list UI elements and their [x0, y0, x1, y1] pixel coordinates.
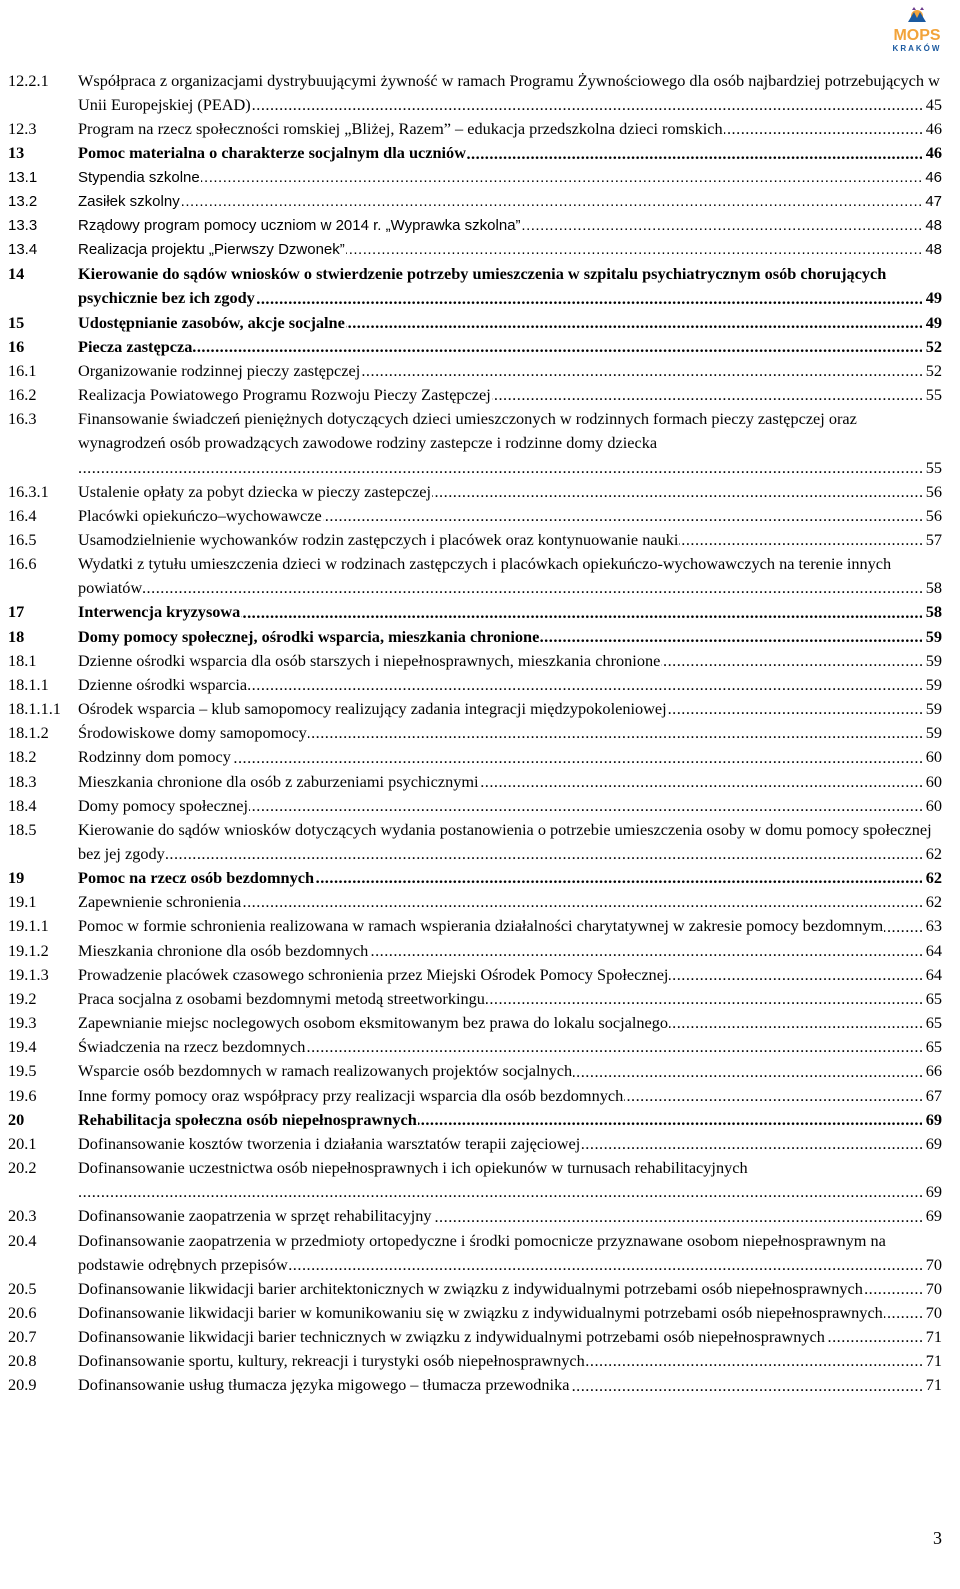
toc-entry-title: Dzienne ośrodki wsparcia dla osób starszych i niepełnosprawnych, mieszkania chronione: [78, 650, 661, 670]
toc-entry-title: Zasiłek szkolny: [78, 192, 180, 210]
toc-entry-page: 56: [922, 504, 942, 528]
toc-entry-number: 16.6: [8, 554, 37, 574]
toc-entry-number: 19.1.2: [8, 940, 49, 960]
toc-entry-number: 18.2: [8, 747, 37, 767]
dot-leader: [78, 190, 942, 214]
toc-entry-number: 18.1.1.1: [8, 699, 61, 719]
toc-entry-title: Program na rzecz społeczności romskiej „Bliżej, Razem” – edukacja przedszkolna dzieci romskich: [78, 119, 723, 139]
toc-entry-number: 18.3: [8, 771, 37, 791]
toc-entry-title: Mieszkania chronione dla osób z zaburzeniami psychicznymi: [78, 771, 479, 791]
toc-entry-number: 20.5: [8, 1278, 37, 1298]
toc-entry-title: Wsparcie osób bezdomnych w ramach realizowanych projektów socjalnych: [78, 1061, 573, 1081]
toc-entry-number: 18.1.1: [8, 674, 49, 694]
toc-entry-page: 46: [921, 166, 942, 190]
toc-entry-page: 64: [922, 939, 942, 963]
toc-entry-body: [78, 1349, 942, 1373]
toc-entry-body: [78, 770, 942, 794]
toc-entry-page: 69: [922, 1204, 942, 1228]
toc-entry-number: 19.5: [8, 1061, 37, 1081]
toc-entry-number: 19.1.1: [8, 916, 49, 936]
toc-entry[interactable]: [8, 1011, 942, 1035]
toc-entry-page: 66: [922, 1059, 942, 1083]
toc-entry[interactable]: [8, 1349, 942, 1373]
toc-entry-page: 71: [922, 1373, 942, 1397]
toc-entry-body: [78, 1277, 942, 1301]
toc-entry[interactable]: [8, 166, 942, 190]
toc-entry-body: [78, 939, 942, 963]
toc-entry[interactable]: [8, 1059, 942, 1083]
toc-entry[interactable]: [8, 866, 942, 890]
toc-entry-title: Rehabilitacja społeczna osób niepełnosprawnych: [78, 1109, 417, 1129]
toc-entry-title: Realizacja projektu „Pierwszy Dzwonek”: [78, 241, 345, 259]
toc-entry-page: 63: [922, 914, 942, 938]
toc-entry-title: Dofinansowanie zaopatrzenia w sprzęt rehabilitacyjny: [78, 1206, 432, 1226]
toc-entry-number: 20.6: [8, 1302, 37, 1322]
toc-entry-page: 52: [922, 359, 942, 383]
toc-entry-body: [78, 745, 942, 769]
toc-entry[interactable]: [8, 1132, 942, 1156]
mops-krakow-logo: [886, 6, 948, 54]
toc-entry[interactable]: [8, 673, 942, 697]
logo-text-bottom: KRAKÓW: [892, 44, 942, 53]
toc-entry-title: Dzienne ośrodki wsparcia: [78, 674, 248, 694]
toc-entry-body: [78, 1204, 942, 1228]
toc-entry-title: Zapewnianie miejsc noclegowych osobom eksmitowanym bez prawa do lokalu socjalnego: [78, 1013, 669, 1033]
toc-entry-title: Kierowanie do sądów wniosków o stwierdzenie potrzeby umieszczenia w szpitalu psychiatrycznym osób chorujących psychicznie bez ich zgody: [78, 264, 887, 308]
toc-entry-page: 58: [922, 576, 942, 600]
toc-entry-number: 19.2: [8, 988, 37, 1008]
toc-entry-body: [78, 504, 942, 528]
toc-entry-page: 52: [922, 335, 942, 359]
toc-entry-number: 12.2.1: [8, 71, 49, 90]
toc-entry[interactable]: [8, 335, 942, 359]
toc-entry-body: [78, 963, 942, 987]
toc-entry-body: [78, 1132, 942, 1156]
toc-entry-page: 62: [922, 842, 942, 866]
toc-entry-body: [78, 1156, 942, 1204]
toc-entry-number: 16.5: [8, 529, 37, 549]
toc-entry-page: 64: [922, 963, 942, 987]
toc-entry-page: 60: [922, 794, 942, 818]
toc-entry-title: Kierowanie do sądów wniosków dotyczących wydania postanowienia o potrzebie umieszczenia osoby w domu pomocy społecznej bez jej zgody: [78, 819, 932, 863]
toc-entry-page: 65: [922, 1011, 942, 1035]
toc-entry-body: [78, 625, 942, 649]
dot-leader: [78, 842, 942, 866]
logo-emblem-icon: [908, 7, 926, 22]
toc-entry-number: 13.1: [8, 168, 38, 186]
toc-entry-title: Piecza zastępcza: [78, 336, 193, 356]
toc-entry-page: 67: [922, 1084, 942, 1108]
toc-entry-body: [78, 1325, 942, 1349]
toc-entry-page: 59: [922, 625, 942, 649]
toc-entry-body: [78, 890, 942, 914]
toc-entry-page: 69: [922, 1132, 942, 1156]
toc-entry[interactable]: [8, 697, 942, 721]
toc-entry-number: 19.4: [8, 1037, 37, 1057]
toc-entry[interactable]: [8, 1035, 942, 1059]
toc-entry-number: 19: [8, 868, 25, 888]
toc-entry-page: 59: [922, 673, 942, 697]
toc-entry[interactable]: [8, 890, 942, 914]
toc-entry-body: [78, 1059, 942, 1083]
toc-entry-title: Rządowy program pomocy uczniom w 2014 r. „Wyprawka szkolna”: [78, 216, 521, 234]
toc-entry-number: 13.3: [8, 216, 38, 234]
toc-entry[interactable]: [8, 625, 942, 649]
toc-entry[interactable]: [8, 504, 942, 528]
toc-entry-title: Świadczenia na rzecz bezdomnych: [78, 1037, 306, 1057]
toc-entry-title: Stypendia szkolne: [78, 168, 200, 186]
toc-entry-title: Ustalenie opłaty za pobyt dziecka w pieczy zastepczej: [78, 481, 432, 501]
toc-entry-body: [78, 166, 942, 190]
toc-entry[interactable]: [8, 141, 942, 165]
toc-entry-body: [78, 69, 942, 117]
dot-leader: [78, 166, 942, 190]
toc-entry-title: Rodzinny dom pomocy: [78, 747, 231, 767]
toc-entry-number: 19.1: [8, 892, 37, 912]
dot-leader: [78, 1180, 942, 1204]
toc-entry-page: 71: [922, 1349, 942, 1373]
toc-entry-title: Praca socjalna z osobami bezdomnymi metodą streetworkingu: [78, 988, 485, 1008]
toc-entry[interactable]: [8, 69, 942, 117]
toc-entry-number: 20.7: [8, 1327, 37, 1347]
toc-entry-page: 49: [922, 311, 942, 335]
toc-entry-title: Dofinansowanie sportu, kultury, rekreacji i turystyki osób niepełnosprawnych: [78, 1351, 585, 1371]
toc-entry-page: 57: [922, 528, 942, 552]
toc-entry-page: 58: [922, 600, 942, 624]
toc-entry[interactable]: [8, 1108, 942, 1132]
toc-entry[interactable]: [8, 600, 942, 624]
toc-entry-body: [78, 480, 942, 504]
toc-entry-page: 48: [921, 238, 942, 262]
toc-entry-title: Dofinansowanie usług tłumacza języka migowego – tłumacza przewodnika: [78, 1375, 570, 1395]
toc-entry-page: 71: [922, 1325, 942, 1349]
toc-entry-number: 18.1.2: [8, 723, 49, 743]
toc-entry[interactable]: [8, 359, 942, 383]
toc-entry[interactable]: [8, 383, 942, 407]
toc-entry-body: [78, 1373, 942, 1397]
toc-entry-body: [78, 335, 942, 359]
toc-entry-number: 20.8: [8, 1351, 37, 1371]
toc-entry-title: Środowiskowe domy samopomocy: [78, 723, 307, 743]
toc-entry-body: [78, 117, 942, 141]
toc-entry-title: Domy pomocy społecznej, ośrodki wsparcia, mieszkania chronione: [78, 626, 540, 646]
toc-entry-body: [78, 1084, 942, 1108]
page-number: 3: [933, 1528, 942, 1548]
toc-entry[interactable]: [8, 1301, 942, 1325]
toc-entry-page: 70: [922, 1253, 942, 1277]
toc-entry[interactable]: [8, 721, 942, 745]
toc-entry-body: [78, 311, 942, 335]
toc-entry-number: 19.6: [8, 1085, 37, 1105]
toc-entry-body: [78, 1301, 942, 1325]
toc-entry-body: [78, 262, 942, 310]
toc-entry[interactable]: [8, 770, 942, 794]
toc-entry-number: 20.2: [8, 1158, 37, 1178]
toc-entry-title: Placówki opiekuńczo–wychowawcze: [78, 505, 322, 525]
toc-entry[interactable]: [8, 794, 942, 818]
toc-entry-page: 45: [922, 93, 942, 117]
toc-entry-page: 56: [922, 480, 942, 504]
toc-entry[interactable]: [8, 1204, 942, 1228]
toc-entry-title: Dofinansowanie likwidacji barier w komunikowaniu się w związku z indywidualnymi potrzebami osób niepełnosprawnych: [78, 1302, 883, 1322]
toc-entry-body: [78, 1035, 942, 1059]
toc-entry[interactable]: [8, 1084, 942, 1108]
toc-entry-number: 17: [8, 602, 25, 622]
toc-entry[interactable]: [8, 1325, 942, 1349]
toc-entry-number: 16.3.1: [8, 481, 49, 501]
toc-entry[interactable]: [8, 1373, 942, 1397]
toc-entry-number: 18.4: [8, 795, 37, 815]
toc-entry[interactable]: [8, 939, 942, 963]
toc-entry-page: 69: [922, 1108, 942, 1132]
toc-entry-title: Inne formy pomocy oraz współpracy przy realizacji wsparcia dla osób bezdomnych: [78, 1085, 624, 1105]
toc-entry-body: [78, 914, 942, 938]
toc-entry-number: 20: [8, 1109, 25, 1129]
toc-entry-number: 13.2: [8, 192, 38, 210]
toc-entry-page: 65: [922, 987, 942, 1011]
toc-entry[interactable]: [8, 963, 942, 987]
toc-entry-page: 70: [922, 1301, 942, 1325]
toc-entry-number: 20.3: [8, 1206, 37, 1226]
toc-entry-number: 14: [8, 264, 25, 284]
toc-entry[interactable]: [8, 649, 942, 673]
toc-entry-page: 48: [921, 214, 942, 238]
toc-entry[interactable]: [8, 311, 942, 335]
toc-entry-title: Prowadzenie placówek czasowego schronienia przez Miejski Ośrodek Pomocy Społecznej: [78, 964, 669, 984]
toc-entry[interactable]: [8, 480, 942, 504]
toc-entry-page: 49: [922, 286, 942, 310]
toc-entry-body: [78, 141, 942, 165]
toc-entry-title: Finansowanie świadczeń pieniężnych dotyczących dzieci umieszczonych w rodzinnych formach pieczy zastępczej oraz wynagrodzeń osób prowadzących zawodowe rodziny zastepcze i rodzinne domy dziecka: [78, 409, 857, 453]
toc-entry-title: Dofinansowanie kosztów tworzenia i działania warsztatów terapii zajęciowej: [78, 1133, 581, 1153]
toc-entry-title: Pomoc na rzecz osób bezdomnych: [78, 868, 315, 888]
toc-entry-title: Ośrodek wsparcia – klub samopomocy realizujący zadania integracji międzypokoleniowej: [78, 699, 667, 719]
toc-entry-body: [78, 552, 942, 600]
toc-entry[interactable]: [8, 1156, 942, 1204]
toc-entry-body: [78, 600, 942, 624]
toc-entry-title: Dofinansowanie zaopatrzenia w przedmioty ortopedyczne i środki pomocnicze przyznawane osobom niepełnosprawnym na podstawie odrębnych przepisów: [78, 1230, 886, 1274]
toc-entry-number: 18: [8, 626, 25, 646]
toc-entry-body: [78, 407, 942, 479]
toc-entry-number: 20.4: [8, 1230, 37, 1250]
toc-entry[interactable]: [8, 117, 942, 141]
toc-entry-title: Wydatki z tytułu umieszczenia dzieci w rodzinach zastępczych i placówkach opiekuńczo-wychowawczych na terenie innych powiatów: [78, 554, 892, 598]
toc-entry-number: 19.1.3: [8, 964, 49, 984]
toc-entry[interactable]: [8, 1229, 942, 1277]
toc-entry-body: [78, 383, 942, 407]
toc-entry-title: Usamodzielnienie wychowanków rodzin zastępczych i placówek oraz kontynuowanie nauki: [78, 529, 679, 549]
toc-entry-page: 47: [921, 190, 942, 214]
toc-entry-number: 16.1: [8, 360, 37, 380]
toc-entry-number: 18.1: [8, 650, 37, 670]
toc-entry-number: 16.2: [8, 385, 37, 405]
toc-entry-page: 55: [922, 456, 942, 480]
toc-entry-body: [78, 190, 942, 214]
toc-entry-title: Pomoc materialna o charakterze socjalnym dla uczniów: [78, 143, 466, 163]
toc-entry-body: [78, 528, 942, 552]
toc-entry-number: 13.4: [8, 241, 38, 259]
toc-entry-number: 20.9: [8, 1375, 37, 1395]
toc-entry-body: [78, 794, 942, 818]
toc-entry-number: 12.3: [8, 119, 37, 139]
toc-entry-body: [78, 721, 942, 745]
toc-entry-title: Realizacja Powiatowego Programu Rozwoju Pieczy Zastępczej: [78, 385, 491, 405]
toc-entry-page: 59: [922, 721, 942, 745]
logo-text-top: MOPS: [893, 27, 941, 44]
toc-entry-number: 15: [8, 312, 25, 332]
toc-entry-body: [78, 1011, 942, 1035]
toc-entry-page: 59: [922, 649, 942, 673]
toc-entry-number: 16: [8, 336, 25, 356]
toc-entry-body: [78, 866, 942, 890]
toc-entry-page: 46: [922, 117, 942, 141]
toc-entry-page: 62: [922, 890, 942, 914]
toc-entry[interactable]: [8, 914, 942, 938]
toc-entry-number: 20.1: [8, 1133, 37, 1153]
toc-entry-body: [78, 1108, 942, 1132]
toc-entry[interactable]: [8, 407, 942, 479]
toc-entry-body: [78, 214, 942, 238]
toc-entry[interactable]: [8, 552, 942, 600]
toc-entry[interactable]: [8, 818, 942, 866]
toc-entry-page: 55: [922, 383, 942, 407]
toc-entry-body: [78, 649, 942, 673]
toc-entry-page: 65: [922, 1035, 942, 1059]
toc-entry-page: 62: [922, 866, 942, 890]
toc-entry-number: 16.4: [8, 505, 37, 525]
toc-entry-body: [78, 359, 942, 383]
toc-entry-number: 13: [8, 143, 25, 163]
toc-entry-title: Domy pomocy społecznej: [78, 795, 249, 815]
toc-entry-page: 69: [922, 1180, 942, 1204]
toc-entry-number: 19.3: [8, 1013, 37, 1033]
toc-entry-title: Dofinansowanie likwidacji barier technicznych w związku z indywidualnymi potrzebami osób niepełnosprawnych: [78, 1327, 825, 1347]
toc-entry-body: [78, 238, 942, 262]
dot-leader: [78, 576, 942, 600]
toc-entry[interactable]: [8, 214, 942, 238]
dot-leader: [78, 335, 942, 359]
toc-entry-title: Współpraca z organizacjami dystrybuującymi żywność w ramach Programu Żywnościowego dla osób najbardziej potrzebujących w Unii Europejskiej (PEAD): [78, 71, 940, 115]
toc-entry-title: Interwencja kryzysowa: [78, 602, 241, 622]
toc-entry[interactable]: [8, 1277, 942, 1301]
dot-leader: [78, 456, 942, 480]
toc-entry-page: 59: [922, 697, 942, 721]
toc-entry-page: 60: [922, 770, 942, 794]
toc-entry-number: 16.3: [8, 409, 37, 429]
toc-entry-title: Dofinansowanie uczestnictwa osób niepełnosprawnych i ich opiekunów w turnusach rehabilitacyjnych: [78, 1158, 748, 1178]
toc-entry[interactable]: [8, 238, 942, 262]
table-of-contents: [8, 69, 942, 1398]
toc-entry-title: Mieszkania chronione dla osób bezdomnych: [78, 940, 369, 960]
toc-entry-title: Organizowanie rodzinnej pieczy zastępczej: [78, 360, 361, 380]
toc-entry-body: [78, 818, 942, 866]
toc-entry[interactable]: [8, 262, 942, 310]
toc-entry-title: Udostępnianie zasobów, akcje socjalne: [78, 312, 345, 332]
toc-entry-body: [78, 697, 942, 721]
toc-entry[interactable]: [8, 745, 942, 769]
toc-entry-title: Pomoc w formie schronienia realizowana w ramach wspierania działalności charytatywnej w zakresie pomocy bezdomnym: [78, 916, 884, 936]
toc-entry-title: Dofinansowanie likwidacji barier architektonicznych w związku z indywidualnymi potrzebami osób niepełnosprawnych: [78, 1278, 863, 1298]
toc-entry-page: 70: [922, 1277, 942, 1301]
toc-entry-body: [78, 987, 942, 1011]
toc-entry-number: 18.5: [8, 819, 37, 839]
toc-entry-page: 60: [922, 745, 942, 769]
toc-entry-body: [78, 673, 942, 697]
toc-entry-body: [78, 1229, 942, 1277]
toc-entry[interactable]: [8, 987, 942, 1011]
toc-entry[interactable]: [8, 190, 942, 214]
toc-entry-page: 46: [922, 141, 942, 165]
toc-entry-title: Zapewnienie schronienia: [78, 892, 242, 912]
toc-entry[interactable]: [8, 528, 942, 552]
